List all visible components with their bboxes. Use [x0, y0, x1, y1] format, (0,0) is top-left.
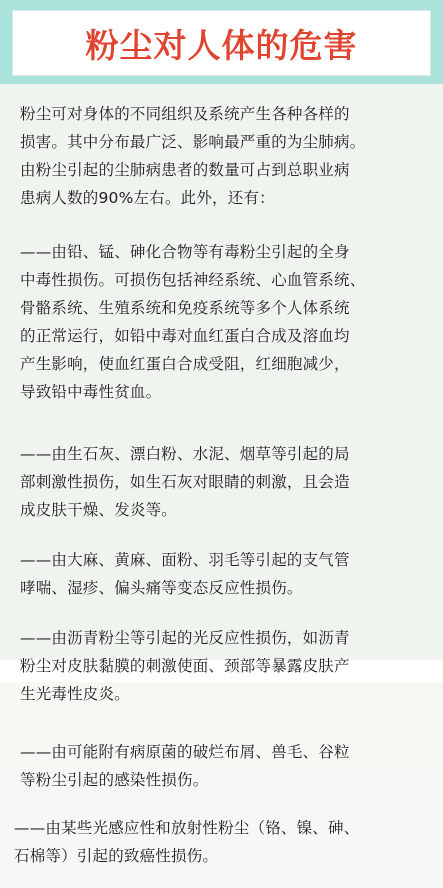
paragraph-toxic: ——由铅、锰、砷化合物等有毒粉尘引起的全身 中毒性损伤。可损伤包括神经系统、心血管系统、 骨骼系统、生殖系统和免疫系统等多个人体系统 的正常运行，如铅中毒对血红蛋白合成及溶血均 产生影响，使血红蛋白合成受阻，红细胞减少， 导致铅中毒性贫血。: [20, 243, 366, 401]
paragraph-infectious: ——由可能附有病原菌的破烂布屑、兽毛、谷粒 等粉尘引起的感染性损伤。: [20, 743, 350, 789]
page-title: 粉尘对人体的危害: [85, 25, 358, 65]
title-banner: [0, 0, 443, 84]
paragraph-photoreactive: ——由沥青粉尘等引起的光反应性损伤，如沥青 粉尘对皮肤黏膜的刺激使面、颈部等暴露皮肤产 生光毒性皮炎。: [20, 629, 350, 703]
paragraph-irritant: ——由生石灰、漂白粉、水泥、烟草等引起的局 部刺激性损伤，如生石灰对眼睛的刺激，且会造 成皮肤干燥、发炎等。: [20, 445, 350, 519]
title-box: [12, 10, 431, 76]
paragraph-allergic: ——由大麻、黄麻、面粉、羽毛等引起的支气管 哮喘、湿疹、偏头痛等变态反应性损伤。: [20, 551, 350, 597]
paragraph-carcinogenic: ——由某些光感应性和放射性粉尘（铬、镍、砷、 石棉等）引起的致癌性损伤。: [14, 819, 360, 865]
intro-paragraph: 粉尘可对身体的不同组织及系统产生各种各样的 损害。其中分布最广泛、影响最严重的为尘肺病。 由粉尘引起的尘肺病患者的数量可占到总职业病 患病人数的90%左右。此外，还有：: [20, 105, 366, 207]
